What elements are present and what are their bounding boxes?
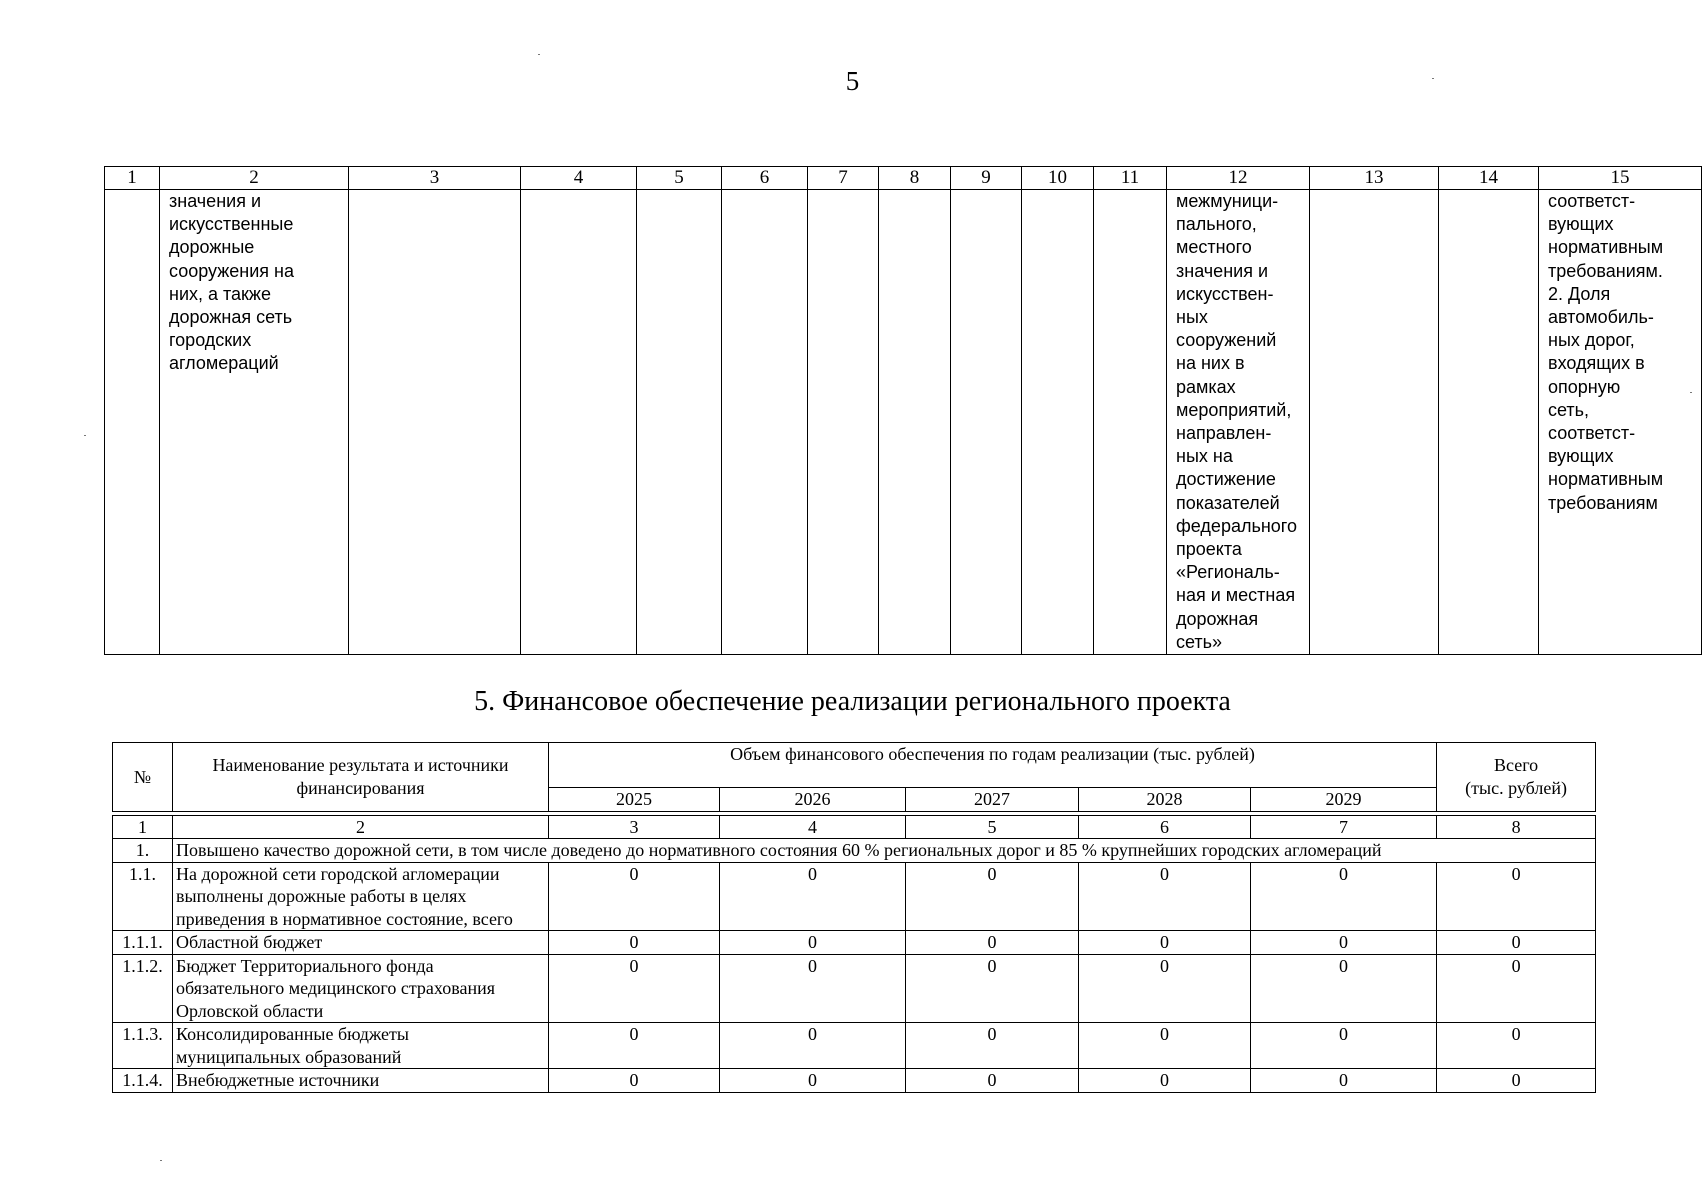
cell-empty [808,190,879,655]
column-number: 4 [720,815,906,839]
text-line: достижение [1176,469,1276,490]
row-name [173,862,549,931]
table-row [113,1023,1596,1069]
text-line: вующих [1548,446,1614,467]
text-line: 2. Доля [1548,283,1611,304]
row-number: 1.1.2. [113,954,173,1023]
value-2026: 0 [720,1069,906,1093]
year-header: 2025 [549,788,720,812]
scan-speck [160,1160,162,1161]
row-name-line: обязательного медицинского страхования [176,978,495,998]
text-line: соответст- [1548,423,1636,444]
header-volume: Объем финансового обеспечения по годам реализации (тыс. рублей) [549,743,1437,788]
text-line: входящих в [1548,353,1645,374]
continuation-table [104,166,1702,655]
text-line: агломераций [169,353,279,374]
column-number: 7 [808,167,879,190]
value-2028: 0 [1079,931,1251,955]
text-line: ных дорог, [1548,330,1635,351]
table-row [113,931,1596,955]
year-header: 2027 [906,788,1079,812]
text-line: значения и [169,191,261,211]
row-name-line: На дорожной сети городской агломерации [176,863,500,884]
cell-empty [521,190,637,655]
column-number: 4 [521,167,637,190]
text-line: ных [1176,307,1208,328]
text-line: соответст- [1548,191,1636,211]
text-line: «Региональ- [1176,562,1280,583]
text-line: местного [1176,237,1252,258]
text-line: сооружений [1176,330,1277,351]
column-number: 3 [549,815,720,839]
value-2027: 0 [906,1069,1079,1093]
value-2027: 0 [906,862,1079,931]
column-number: 5 [906,815,1079,839]
cell-empty [722,190,808,655]
column-number: 3 [349,167,521,190]
column-number-row [113,815,1596,839]
header-line: (тыс. рублей) [1465,777,1567,798]
header-row [113,743,1596,788]
row-name-line: Бюджет Территориального фонда [176,955,434,976]
scan-speck [1690,392,1692,393]
column-number: 14 [1439,167,1539,190]
row-name [173,954,549,1023]
row-number: 1. [113,839,173,863]
row-name-line: выполнены дорожные работы в целях [176,886,467,906]
text-line: показателей [1176,492,1280,513]
header-total [1437,743,1596,812]
scan-speck [538,54,540,55]
value-2025: 0 [549,1069,720,1093]
text-line: федерального [1176,515,1297,536]
cell-empty [1022,190,1094,655]
column-number-row [105,167,1702,190]
value-2026: 0 [720,1023,906,1069]
column-number: 2 [173,815,549,839]
text-line: сооружения на [169,260,294,281]
value-2026: 0 [720,954,906,1023]
column-number: 7 [1251,815,1437,839]
page-number: 5 [845,66,860,96]
table-row [113,862,1596,931]
cell-description [1167,190,1310,655]
value-2029: 0 [1251,1069,1437,1093]
text-line: дорожная [1176,608,1259,629]
row-number: 1.1.3. [113,1023,173,1069]
column-number: 8 [879,167,951,190]
cell-empty [349,190,521,655]
text-line: городских [169,330,252,351]
text-line: опорную [1548,376,1621,397]
column-number: 8 [1437,815,1596,839]
header-name [173,743,549,812]
finance-table [112,742,1596,1093]
scan-speck [1432,78,1434,79]
text-line: автомобиль- [1548,307,1654,328]
text-line: проекта [1176,539,1242,560]
row-name-line: Консолидированные бюджеты [176,1024,409,1044]
year-header: 2029 [1251,788,1437,812]
column-number: 15 [1539,167,1702,190]
cell-empty [879,190,951,655]
row-name-line: муниципальных образований [176,1046,402,1067]
column-number: 1 [113,815,173,839]
cell-empty [1310,190,1439,655]
text-line: вующих [1548,214,1614,235]
value-2029: 0 [1251,931,1437,955]
row-name [173,931,549,955]
text-line: пального, [1176,214,1257,235]
scan-speck [84,435,86,436]
header-line: финансирования [296,777,425,798]
value-2028: 0 [1079,954,1251,1023]
column-number: 11 [1094,167,1167,190]
cell-empty [1439,190,1539,655]
text-line: требованиям [1548,492,1658,513]
text-line: сеть» [1176,631,1223,652]
value-2026: 0 [720,931,906,955]
text-line: искусственные [169,214,294,235]
column-number: 2 [160,167,349,190]
value-total: 0 [1437,1069,1596,1093]
cell-result-name [160,190,349,655]
column-number: 5 [637,167,722,190]
value-2029: 0 [1251,862,1437,931]
group-row [113,839,1596,863]
column-number: 6 [722,167,808,190]
value-2025: 0 [549,1023,720,1069]
value-total: 0 [1437,1023,1596,1069]
text-line: ная и местная [1176,585,1296,606]
text-line: мероприятий, [1176,399,1292,420]
value-total: 0 [1437,931,1596,955]
text-line: сеть, [1548,399,1590,420]
row-name-line: Областной бюджет [176,932,323,952]
row-number: 1.1. [113,862,173,931]
cell-empty [105,190,160,655]
text-line: нормативным [1548,469,1664,490]
table-row [113,1069,1596,1093]
year-header: 2026 [720,788,906,812]
value-2026: 0 [720,862,906,931]
group-result-text: Повышено качество дорожной сети, в том числе доведено до нормативного состояния 60 % региональных дорог и 85 % крупнейших городских агломераций [173,839,1596,863]
text-line: искусствен- [1176,283,1274,304]
row-name [173,1023,549,1069]
value-total: 0 [1437,862,1596,931]
continuation-row [105,190,1702,655]
value-2029: 0 [1251,954,1437,1023]
text-line: межмуници- [1176,191,1279,211]
text-line: направлен- [1176,423,1272,444]
row-number: 1.1.1. [113,931,173,955]
value-2027: 0 [906,954,1079,1023]
value-total: 0 [1437,954,1596,1023]
cell-empty [951,190,1022,655]
column-number: 10 [1022,167,1094,190]
cell-indicator [1539,190,1702,655]
text-line: ных на [1176,446,1233,467]
header-number: № [113,743,173,812]
text-line: значения и [1176,260,1268,281]
table-row [113,954,1596,1023]
text-line: дорожная сеть [169,307,293,328]
row-name-line: Внебюджетные источники [176,1070,380,1090]
value-2025: 0 [549,931,720,955]
value-2025: 0 [549,862,720,931]
value-2028: 0 [1079,1023,1251,1069]
column-number: 9 [951,167,1022,190]
column-number: 13 [1310,167,1439,190]
cell-empty [637,190,722,655]
row-name-line: Орловской области [176,1000,324,1021]
text-line: нормативным [1548,237,1664,258]
value-2028: 0 [1079,1069,1251,1093]
section-title: 5. Финансовое обеспечение реализации регионального проекта [474,686,1231,717]
text-line: рамках [1176,376,1236,397]
value-2025: 0 [549,954,720,1023]
header-line: Всего [1493,755,1539,776]
value-2028: 0 [1079,862,1251,931]
value-2027: 0 [906,931,1079,955]
value-2029: 0 [1251,1023,1437,1069]
text-line: дорожные [169,237,255,258]
column-number: 6 [1079,815,1251,839]
text-line: требованиям. [1548,260,1663,281]
text-line: на них в [1176,353,1245,374]
column-number: 12 [1167,167,1310,190]
row-name [173,1069,549,1093]
row-number: 1.1.4. [113,1069,173,1093]
text-line: них, а также [169,283,271,304]
year-header: 2028 [1079,788,1251,812]
header-line: Наименование результата и источники [212,755,509,776]
cell-empty [1094,190,1167,655]
row-name-line: приведения в нормативное состояние, всего [176,908,513,929]
value-2027: 0 [906,1023,1079,1069]
column-number: 1 [105,167,160,190]
